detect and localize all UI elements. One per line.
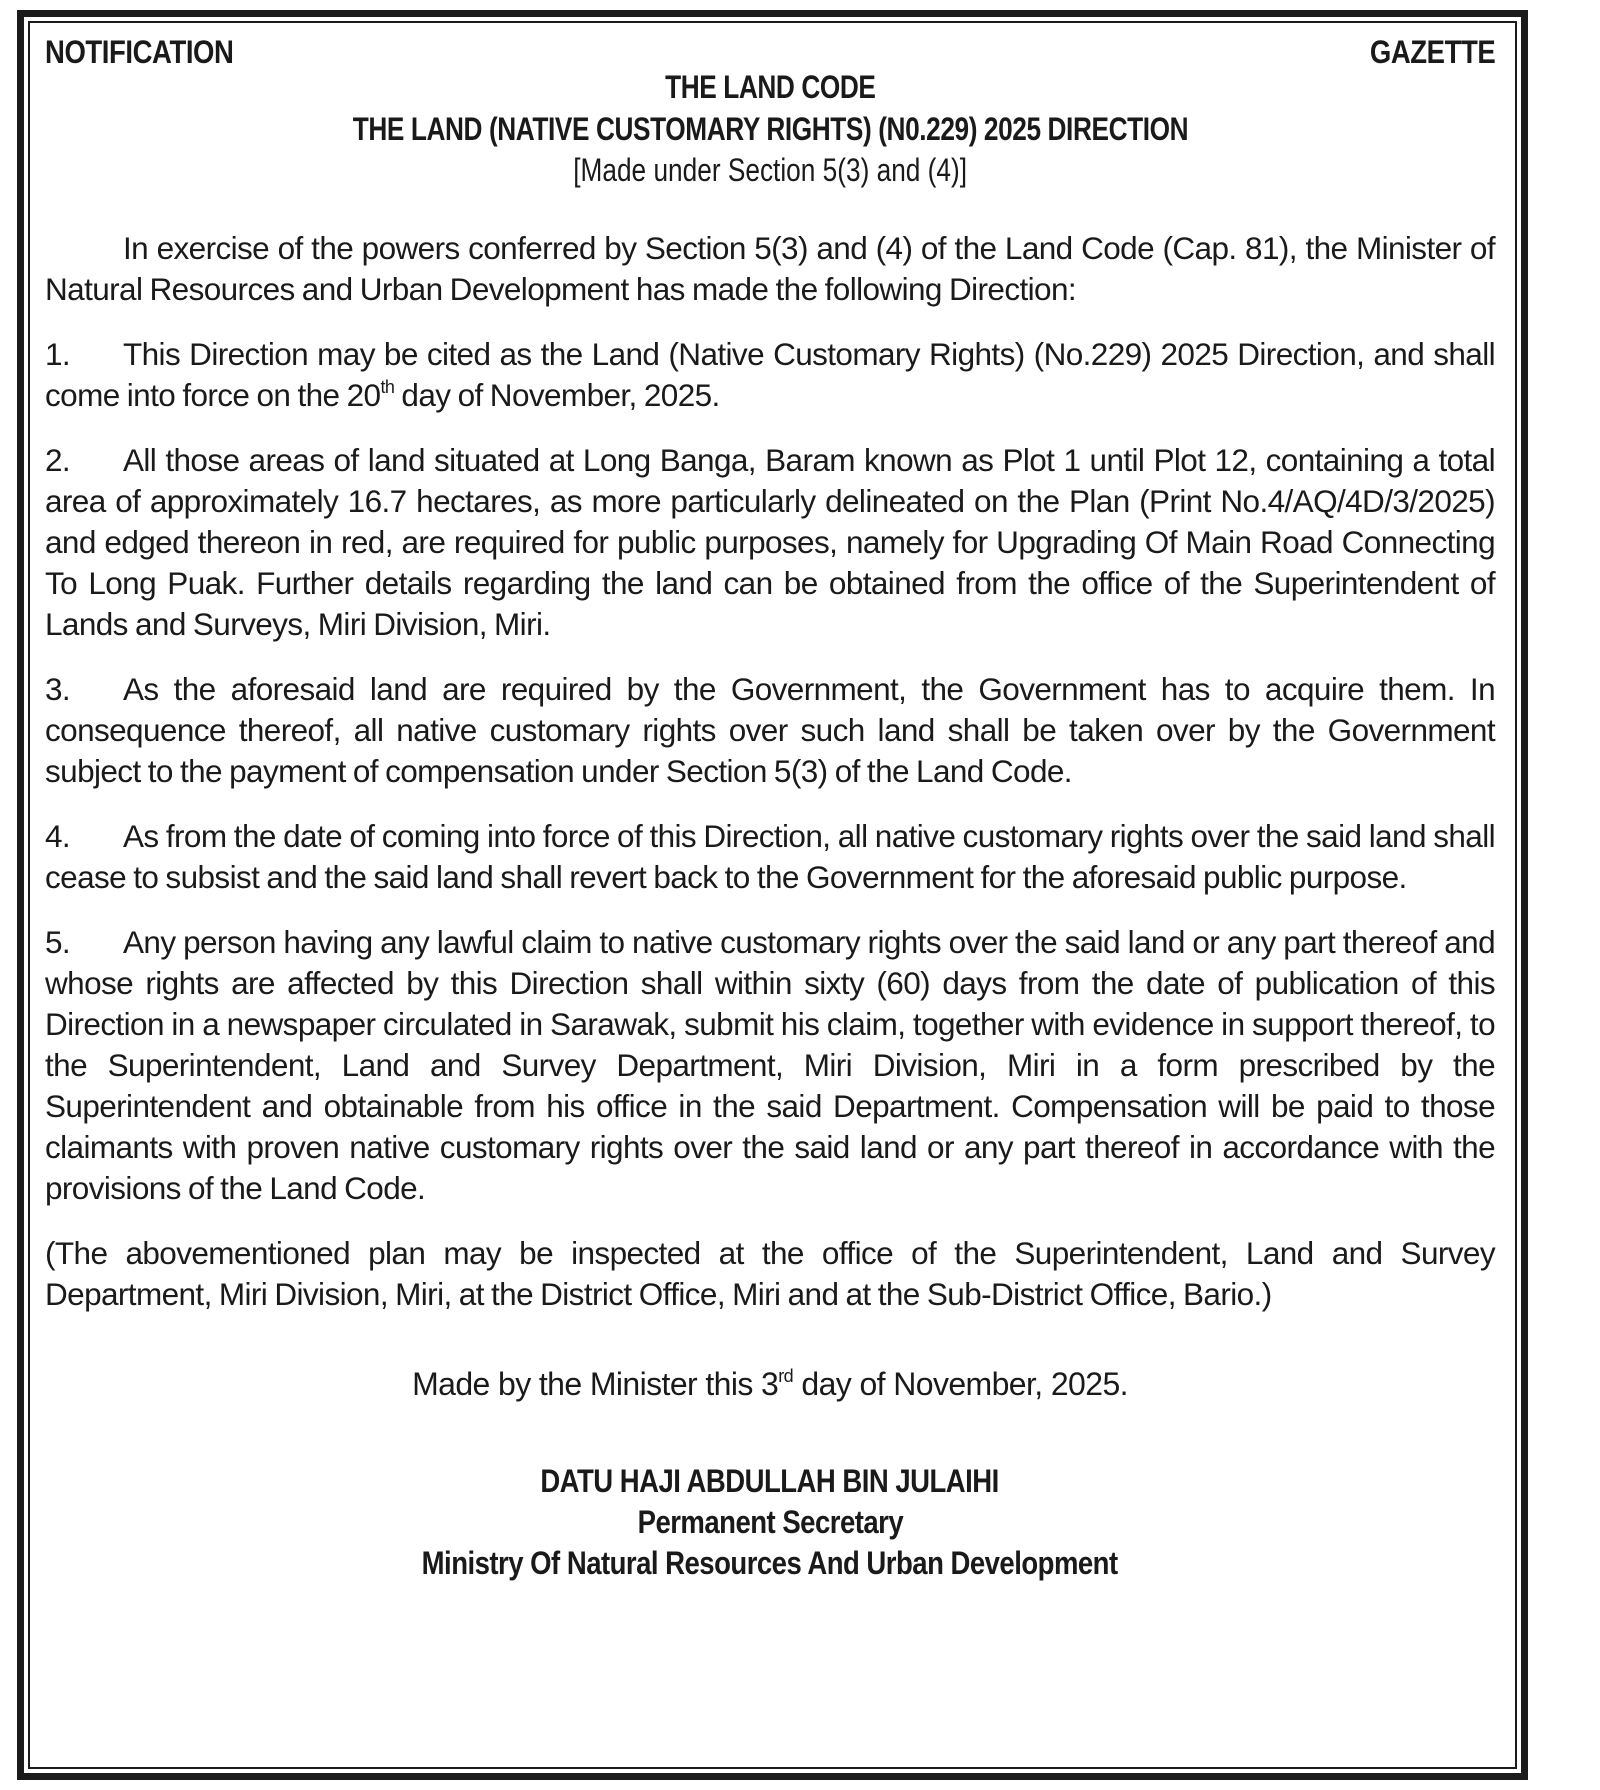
subtitle-block	[45, 108, 1495, 150]
gazette-notice	[45, 32, 1495, 1584]
made-under-block	[45, 150, 1495, 190]
clause-text-end: day of November, 2025.	[394, 377, 720, 413]
clause-number: 3.	[45, 671, 71, 707]
clause-text: This Direction may be cited as the Land (Native Customary Rights) (No.229) 2025 Direction, and shall come into force on the 20	[45, 336, 1495, 413]
clause-text: As from the date of coming into force of this Direction, all native customary rights over the said land shall cease to subsist and the said land shall revert back to the Government for the aforesaid public purpose.	[45, 818, 1495, 895]
clause-text: All those areas of land situated at Long Banga, Baram known as Plot 1 until Plot 12, containing a total area of approximately 16.7 hectares, as more particularly delineated on the Plan (Print No.4/AQ/4D/3/2025) and edged thereon in red, are required for public purposes, namely for Upgrading Of Main Road Connecting To Long Puak. Further details regarding the land can be obtained from the office of the Superintendent of Lands and Surveys, Miri Division, Miri.	[45, 442, 1495, 642]
signatory-position: Permanent Secretary	[637, 1504, 903, 1540]
gazette-label: GAZETTE	[1369, 34, 1496, 70]
document-subtitle: THE LAND (NATIVE CUSTOMARY RIGHTS) (N0.229) 2025 DIRECTION	[352, 111, 1188, 147]
clause-text: Any person having any lawful claim to native customary rights over the said land or any part thereof and whose rights are affected by this Direction shall within sixty (60) days from the date of publication of this Direction in a newspaper circulated in Sarawak, submit his claim, together with evidence in support thereof, to the Superintendent, Land and Survey Department, Miri Division, Miri in a form prescribed by the Superintendent and obtainable from his office in the said Department. Compensation will be paid to those claimants with proven native customary rights over the said land or any part thereof in accordance with the provisions of the Land Code.	[45, 924, 1495, 1206]
clause-number: 1.	[45, 336, 71, 372]
signatory-ministry-block	[45, 1543, 1495, 1584]
signatory-name: DATU HAJI ABDULLAH BIN JULAIHI	[540, 1463, 1000, 1499]
ordinal-suffix: th	[380, 377, 395, 397]
clause-number: 4.	[45, 818, 71, 854]
clause-2	[45, 440, 1495, 645]
preamble: In exercise of the powers conferred by Section 5(3) and (4) of the Land Code (Cap. 81), the Minister of Natural Resources and Urban Development has made the following Direction:	[45, 230, 1495, 307]
clause-3	[45, 669, 1495, 792]
clause-4	[45, 816, 1495, 898]
made-by-text-end: day of November, 2025.	[793, 1366, 1128, 1402]
clause-1	[45, 334, 1495, 416]
ordinal-suffix: rd	[778, 1366, 794, 1386]
clause-number: 2.	[45, 442, 71, 478]
clause-5	[45, 922, 1495, 1209]
made-by-text: Made by the Minister this 3	[412, 1366, 779, 1402]
clause-text: As the aforesaid land are required by the Government, the Government has to acquire them. In consequence thereof, all native customary rights over such land shall be taken over by the Government subject to the payment of compensation under Section 5(3) of the Land Code.	[45, 671, 1495, 789]
made-by-line	[45, 1363, 1495, 1405]
signatory-ministry: Ministry Of Natural Resources And Urban Development	[422, 1545, 1118, 1581]
document-title: THE LAND CODE	[664, 69, 876, 105]
notification-label: NOTIFICATION	[45, 34, 234, 70]
title-block	[45, 66, 1495, 108]
signatory-position-block	[45, 1502, 1495, 1543]
made-under-text: [Made under Section 5(3) and (4)]	[573, 152, 967, 188]
signatory-name-block	[45, 1461, 1495, 1502]
clause-number: 5.	[45, 924, 71, 960]
inspection-note: (The abovementioned plan may be inspected at the office of the Superintendent, Land and Survey Department, Miri Division, Miri, at the District Office, Miri and at the Sub-District Office, Bario.)	[45, 1235, 1495, 1312]
